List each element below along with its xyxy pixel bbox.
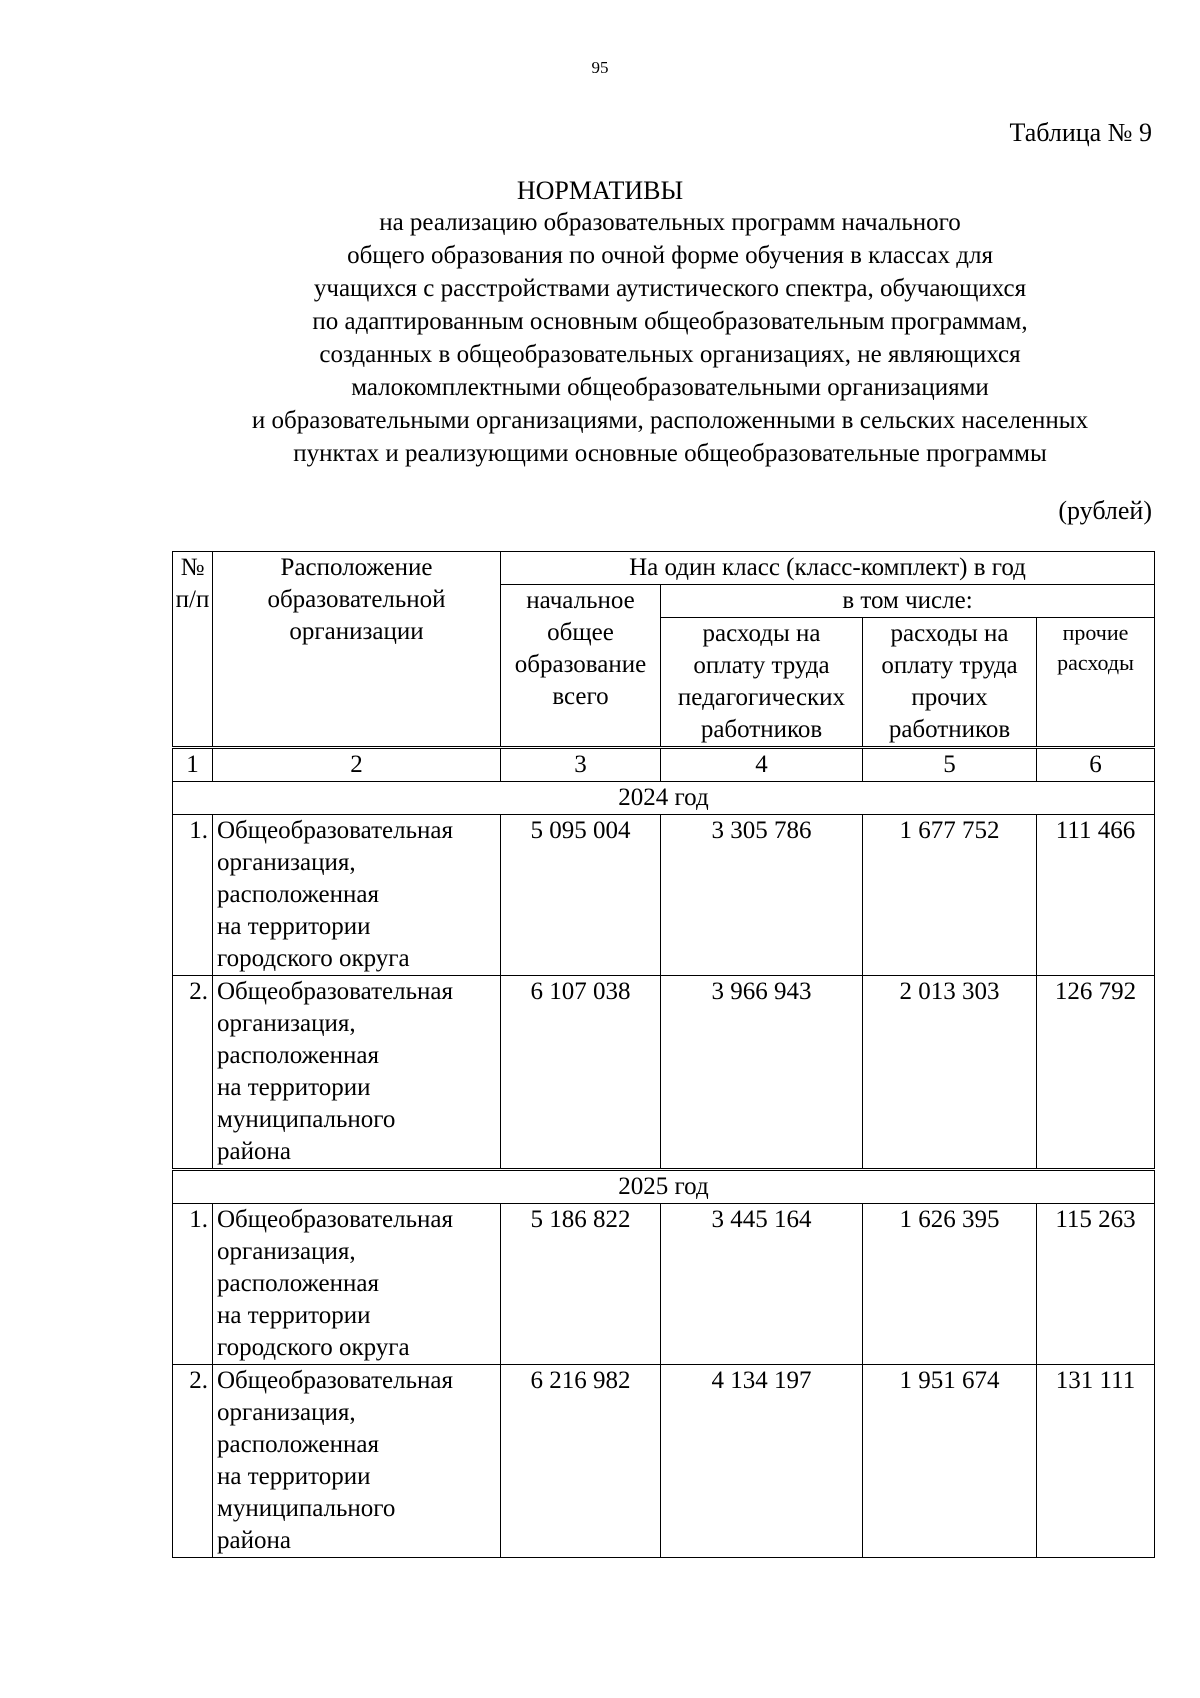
column-numbers-row [173,748,1155,782]
org-line: расположенная [217,1042,379,1069]
units-label: (рублей) [1058,496,1152,525]
row-org [213,1204,501,1365]
row-total: 5 186 822 [501,1204,661,1365]
row-index: 2. [173,1365,213,1558]
header-text: прочие [1062,620,1129,645]
header-text: работников [700,716,823,743]
column-number: 2 [213,748,501,782]
subtitle-line: общего образования по очной форме обучения в классах для [347,242,993,269]
table-row [173,815,1155,976]
column-number: 3 [501,748,661,782]
subtitle-line: пунктах и реализующими основные общеобразовательные программы [293,440,1047,467]
header-text: п/п [175,586,210,613]
column-number: 4 [661,748,863,782]
header-text: расходы на [890,620,1009,647]
header-text: № [180,554,205,581]
org-line: Общеобразовательная [217,1206,453,1233]
column-number: 6 [1037,748,1155,782]
header-row [173,552,1155,585]
subtitle-line: на реализацию образовательных программ начального [379,209,961,236]
row-others: 2 013 303 [863,976,1037,1170]
document-title: НОРМАТИВЫ [516,176,684,205]
year-row [173,1170,1155,1204]
column-number: 5 [863,748,1037,782]
year-row [173,782,1155,815]
row-misc: 126 792 [1037,976,1155,1170]
row-teachers: 3 966 943 [661,976,863,1170]
header-total [501,585,661,748]
row-total: 6 107 038 [501,976,661,1170]
org-line: на территории [217,1463,371,1490]
row-org [213,976,501,1170]
header-location [213,552,501,748]
header-including: в том числе: [661,585,1155,618]
org-line: на территории [217,1074,371,1101]
row-index: 1. [173,815,213,976]
year-label: 2024 год [173,782,1155,815]
row-org [213,1365,501,1558]
org-line: организация, [217,1010,356,1037]
header-text: расходы [1057,650,1134,675]
row-total: 6 216 982 [501,1365,661,1558]
header-teachers [661,618,863,748]
header-text: образовательной [267,586,446,613]
table-row [173,1365,1155,1558]
row-total: 5 095 004 [501,815,661,976]
table-row [173,976,1155,1170]
subtitle-line: и образовательными организациями, расположенными в сельских населенных [251,407,1089,434]
org-line: на территории [217,1302,371,1329]
header-text: расходы на [702,620,821,647]
subtitle-line: учащихся с расстройствами аутистического спектра, обучающихся [313,275,1027,302]
row-teachers: 3 305 786 [661,815,863,976]
header-text: педагогических [677,684,846,711]
subtitle-line: созданных в общеобразовательных организациях, не являющихся [319,341,1021,368]
header-text: оплату труда [693,652,830,679]
org-line: расположенная [217,1270,379,1297]
header-text: прочих [911,684,988,711]
row-others: 1 677 752 [863,815,1037,976]
row-index: 2. [173,976,213,1170]
header-text: начальное [526,587,635,614]
row-teachers: 3 445 164 [661,1204,863,1365]
org-line: расположенная [217,881,379,908]
header-text: общее [547,619,614,646]
row-misc: 131 111 [1037,1365,1155,1558]
header-text: всего [552,683,609,710]
norms-table [172,551,1155,1558]
row-index: 1. [173,1204,213,1365]
org-line: организация, [217,849,356,876]
org-line: муниципального [217,1106,396,1133]
row-misc: 111 466 [1037,815,1155,976]
org-line: городского округа [217,1334,410,1361]
column-number: 1 [173,748,213,782]
document-subtitle [120,206,1200,470]
table-number: Таблица № 9 [1009,118,1152,147]
header-text: работников [888,716,1011,743]
org-line: Общеобразовательная [217,1367,453,1394]
row-misc: 115 263 [1037,1204,1155,1365]
org-line: муниципального [217,1495,396,1522]
org-line: организация, [217,1238,356,1265]
row-teachers: 4 134 197 [661,1365,863,1558]
org-line: организация, [217,1399,356,1426]
row-others: 1 951 674 [863,1365,1037,1558]
page-number: 95 [591,58,609,77]
header-text: образование [514,651,647,678]
header-text: оплату труда [881,652,1018,679]
org-line: на территории [217,913,371,940]
row-others: 1 626 395 [863,1204,1037,1365]
header-text: организации [289,618,424,645]
org-line: городского округа [217,945,410,972]
year-label: 2025 год [173,1170,1155,1204]
table-row [173,1204,1155,1365]
org-line: расположенная [217,1431,379,1458]
subtitle-line: малокомплектными общеобразовательными организациями [351,374,989,401]
org-line: района [217,1527,291,1554]
org-line: района [217,1138,291,1165]
row-org [213,815,501,976]
subtitle-line: по адаптированным основным общеобразовательным программам, [312,308,1028,335]
header-text: Расположение [280,554,433,581]
header-per-class: На один класс (класс-комплект) в год [501,552,1155,585]
header-others [863,618,1037,748]
org-line: Общеобразовательная [217,817,453,844]
header-misc [1037,618,1155,748]
header-number [173,552,213,748]
org-line: Общеобразовательная [217,978,453,1005]
